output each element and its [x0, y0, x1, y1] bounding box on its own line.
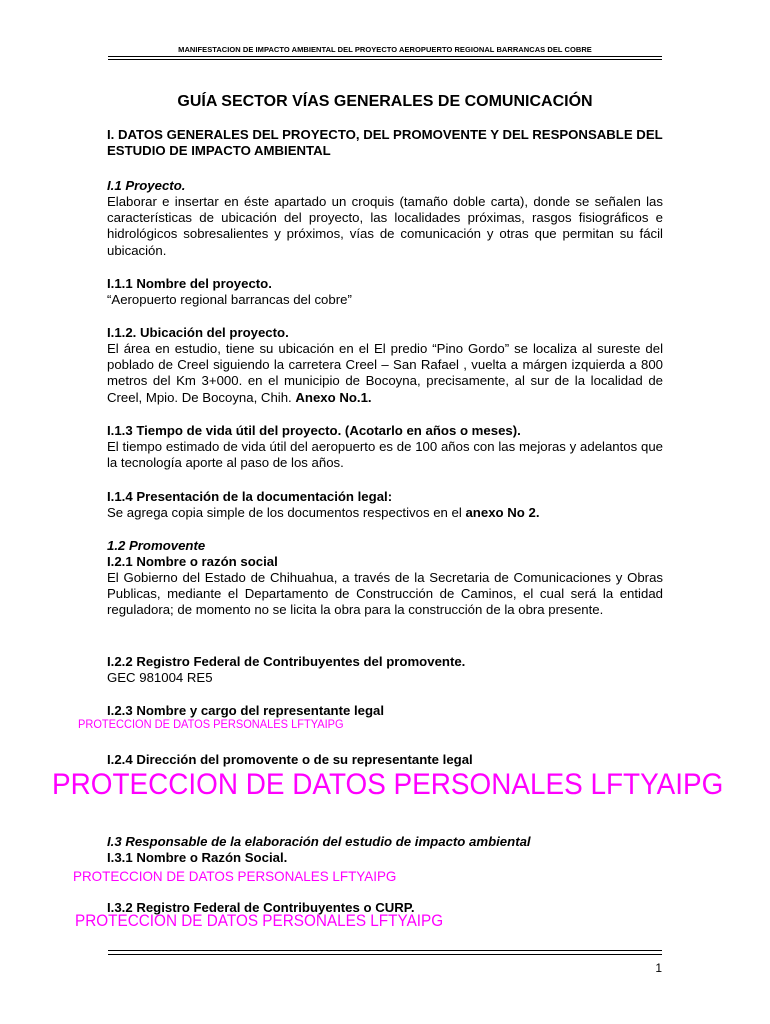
- proyecto-text: Elaborar e insertar en éste apartado un croquis (tamaño doble carta), donde se señalen las características de ubicación del proyecto, las localidades próximas, rasgos fisiográficos e hidrológicos sobresalientes y próximos, vías de comunicación y otras que permitan su fácil ubicación.: [107, 194, 663, 258]
- vida-util-text: El tiempo estimado de vida útil del aeropuerto es de 100 años con las mejoras y adelantos que la tecnología aporte al paso de los años.: [107, 439, 663, 471]
- ubicacion-paragraph: [107, 341, 663, 406]
- representante-redaction: PROTECCION DE DATOS PERSONALES LFTYAIPG: [78, 717, 344, 731]
- direccion-heading: I.2.4 Dirección del promovente o de su representante legal: [107, 752, 473, 767]
- footer-rule-thin: [108, 954, 662, 955]
- running-header: MANIFESTACION DE IMPACTO AMBIENTAL DEL PROYECTO AEROPUERTO REGIONAL BARRANCAS DEL COBRE: [178, 45, 592, 54]
- legal-anexo: anexo No 2.: [465, 505, 540, 520]
- rfc-promovente-text: GEC 981004 RE5: [107, 670, 213, 685]
- nombre-proyecto-heading: I.1.1 Nombre del proyecto.: [107, 276, 272, 291]
- responsable-heading: I.3 Responsable de la elaboración del estudio de impacto ambiental: [107, 834, 531, 849]
- responsable-rfc-heading: I.3.2 Registro Federal de Contribuyentes o CURP.: [107, 900, 415, 915]
- legal-text: Se agrega copia simple de los documentos respectivos en el: [107, 505, 466, 520]
- header-rule: [108, 56, 662, 57]
- nombre-proyecto-text: “Aeropuerto regional barrancas del cobre”: [107, 292, 352, 307]
- proyecto-heading: I.1 Proyecto.: [107, 178, 186, 193]
- legal-paragraph: [107, 505, 663, 521]
- razon-social-text: El Gobierno del Estado de Chihuahua, a través de la Secretaria de Comunicaciones y Obras Publicas, mediante el Departamento de Construcción de Caminos, el cual será la entidad reguladora; de momento no se licita la obra para la construcción de la obra presente.: [107, 570, 663, 618]
- responsable-rfc-redaction: PROTECCION DE DATOS PERSONALES LFTYAIPG: [75, 911, 444, 930]
- ubicacion-text: El área en estudio, tiene su ubicación en el El predio “Pino Gordo” se localiza al sureste del poblado de Creel siguiendo la carretera Creel – San Rafael , vuelta a márgen izquierda a 800 metros del Km 3+000. en el municipio de Bocoyna, precisamente, al sur de la localidad de Creel, Mpio. De Bocoyna, Chih.: [107, 341, 663, 405]
- razon-social-heading: I.2.1 Nombre o razón social: [107, 554, 278, 569]
- page-number: 1: [655, 961, 662, 975]
- vida-util-heading: I.1.3 Tiempo de vida útil del proyecto. (Acotarlo en años o meses).: [107, 423, 521, 438]
- ubicacion-anexo: Anexo No.1.: [295, 389, 372, 405]
- rfc-promovente-heading: I.2.2 Registro Federal de Contribuyentes del promovente.: [107, 654, 466, 669]
- promovente-heading: 1.2 Promovente: [107, 538, 206, 553]
- representante-heading: I.2.3 Nombre y cargo del representante legal: [107, 703, 385, 718]
- page-title: GUÍA SECTOR VÍAS GENERALES DE COMUNICACIÓN: [177, 93, 593, 110]
- ubicacion-heading: I.1.2. Ubicación del proyecto.: [107, 325, 289, 340]
- responsable-nombre-heading: I.3.1 Nombre o Razón Social.: [107, 850, 288, 865]
- section1-heading: I. DATOS GENERALES DEL PROYECTO, DEL PROMOVENTE Y DEL RESPONSABLE DEL ESTUDIO DE IMPACTO AMBIENTAL: [107, 127, 663, 159]
- legal-heading: I.1.4 Presentación de la documentación legal:: [107, 489, 393, 504]
- header-rule-thin: [108, 59, 662, 60]
- footer-rule: [108, 950, 662, 951]
- responsable-nombre-redaction: PROTECCION DE DATOS PERSONALES LFTYAIPG: [73, 868, 397, 884]
- direccion-redaction: PROTECCION DE DATOS PERSONALES LFTYAIPG: [52, 768, 724, 801]
